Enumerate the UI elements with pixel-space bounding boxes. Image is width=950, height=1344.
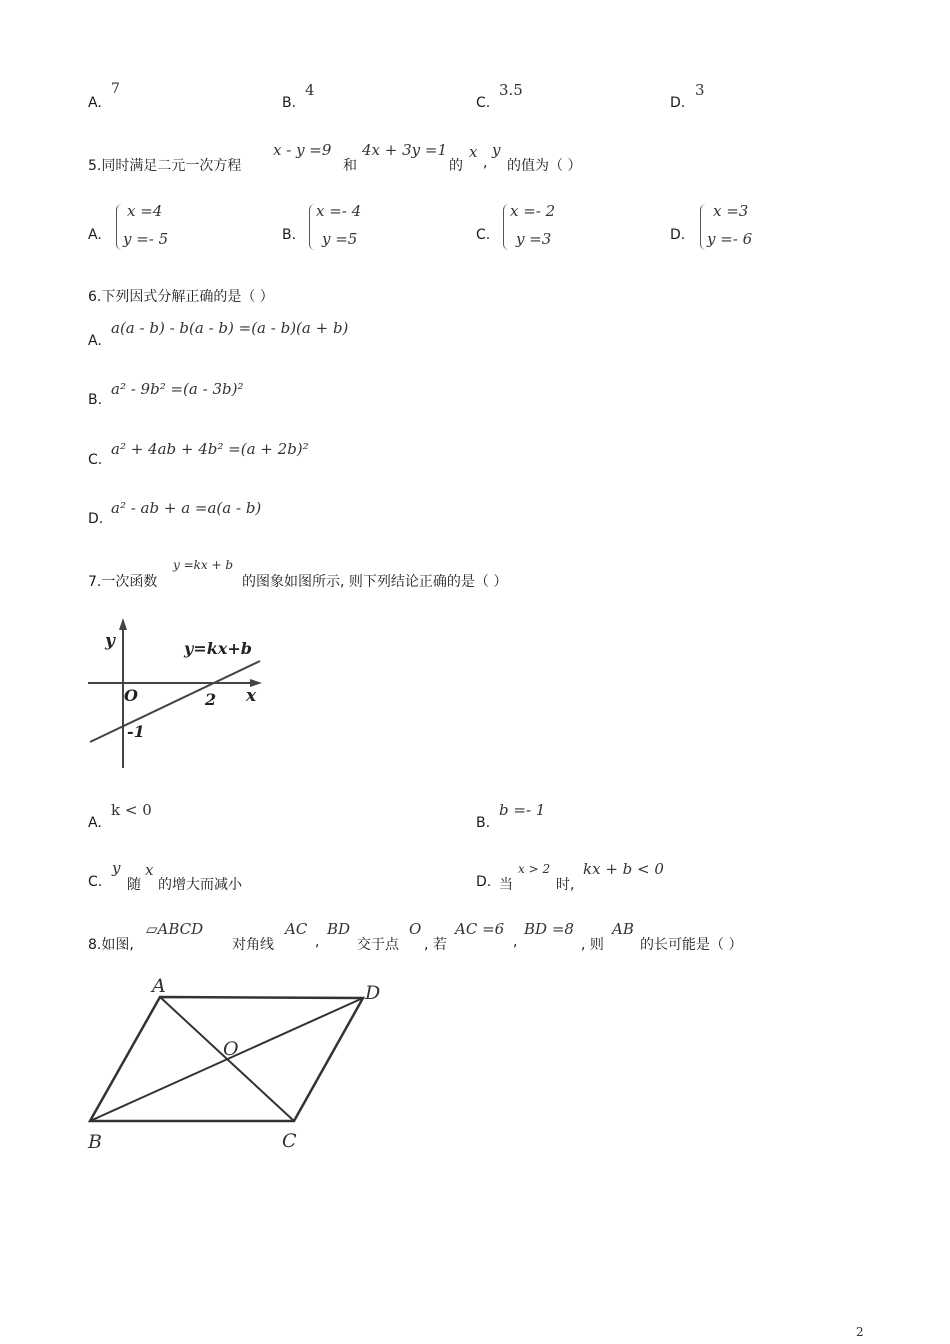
q5-stem-suffix: 的值为（ ） [507,158,582,174]
q8-stem-prefix: 8.如图, [88,937,134,953]
q8-text-diagonal: 对角线 [232,937,274,953]
q7-stem-prefix: 7.一次函数 [88,574,158,590]
q7-function: y =kx + b [173,558,234,572]
q5-option-d-label: D. [670,227,686,243]
q7-x-label: x [246,686,257,706]
q5-option-b-line2: y =5 [322,230,358,248]
q5-option-d-line1: x =3 [713,202,749,220]
q8-stem-suffix: 的长可能是（ ） [640,937,743,953]
q5-option-c-line1: x =- 2 [510,202,556,220]
q5-option-a-line2: y =- 5 [123,230,169,248]
q7-option-d-condition: x > 2 [518,862,551,876]
q7-option-b-expr: b =- 1 [499,801,546,819]
q6-option-a-expr: a(a - b) - b(a - b) =(a - b)(a + b) [111,319,349,337]
q6-option-d-label: D. [88,511,104,527]
q5-var-y: y [492,141,501,159]
q5-comma: , [483,155,488,171]
q7-y-axis-arrow-icon [119,618,127,630]
q7-option-d-shi: 时, [556,877,575,893]
q4-option-c-value: 3.5 [499,81,523,99]
q7-option-a-expr: k < 0 [111,801,152,819]
q5-option-b-line1: x =- 4 [316,202,362,220]
q6-option-b-label: B. [88,392,103,408]
q7-option-d-dang: 当 [499,877,513,893]
q8-ac-6: AC =6 [455,920,505,938]
q5-and: 和 [343,158,357,174]
q4-option-d-value: 3 [695,81,705,99]
q6-option-b-expr: a² - 9b² =(a - 3b)² [111,380,244,398]
q8-comma-2: , [513,934,518,950]
q7-line-label: y=kx+b [184,639,252,658]
q8-bd-8: BD =8 [524,920,574,938]
q7-option-d-label: D. [476,874,492,890]
q8-bd: BD [327,920,351,938]
q7-graph [80,612,280,777]
q5-equation-2: 4x + 3y =1 [362,141,448,159]
q5-de: 的 [449,158,463,174]
q7-x-intercept-label: 2 [205,690,217,709]
q8-vertex-a: A [152,975,166,997]
q7-option-c-rest: 的增大而减小 [158,877,242,893]
q5-option-a-label: A. [88,227,102,243]
q6-option-d-expr: a² - ab + a =a(a - b) [111,499,262,517]
q8-ab: AB [612,920,634,938]
q8-vertex-b: B [88,1131,102,1153]
q8-comma-1: , [315,934,320,950]
q7-y-intercept-label: -1 [127,722,145,741]
q6-option-a-label: A. [88,333,102,349]
q5-option-c-label: C. [476,227,491,243]
q7-function-line [90,661,260,742]
q4-option-a-value: 7 [111,81,120,97]
q4-option-a-label: A. [88,95,102,111]
q5-stem-prefix: 5.同时满足二元一次方程 [88,158,242,174]
q8-vertex-d: D [365,982,381,1004]
q4-option-d-label: D. [670,95,686,111]
q6-stem: 6.下列因式分解正确的是（ ） [88,289,274,305]
q7-option-b-label: B. [476,815,491,831]
q5-option-d-line2: y =- 6 [707,230,753,248]
q5-option-c-line2: y =3 [516,230,552,248]
q8-text-then: , 则 [581,937,604,953]
page-number: 2 [856,1325,864,1339]
q7-option-d-expr: kx + b < 0 [583,860,664,878]
q6-option-c-label: C. [88,452,103,468]
q8-figure [80,970,400,1160]
q8-vertex-c: C [282,1130,297,1152]
q4-option-c-label: C. [476,95,491,111]
q7-option-c-x: x [145,861,154,879]
q5-equation-1: x - y =9 [273,141,332,159]
q7-origin-label: O [124,686,138,705]
q7-y-label: y [105,631,115,651]
q4-option-b-value: 4 [305,81,315,99]
q8-o: O [409,920,422,938]
q5-option-b-label: B. [282,227,297,243]
q5-option-a-line1: x =4 [127,202,163,220]
q7-option-a-label: A. [88,815,102,831]
q4-option-b-label: B. [282,95,297,111]
q8-center-o: O [223,1038,239,1060]
q7-option-c-sui: 随 [127,877,141,893]
q8-ac: AC [285,920,308,938]
q8-text-if: , 若 [424,937,447,953]
q7-option-c-y: y [112,859,121,877]
q5-var-x: x [469,143,478,161]
q7-stem-suffix: 的图象如图所示, 则下列结论正确的是（ ） [242,574,508,590]
q6-option-c-expr: a² + 4ab + 4b² =(a + 2b)² [111,440,309,458]
q7-option-c-label: C. [88,874,103,890]
q8-text-intersect: 交于点 [357,937,399,953]
q8-parallelogram: ▱ABCD [146,920,204,938]
